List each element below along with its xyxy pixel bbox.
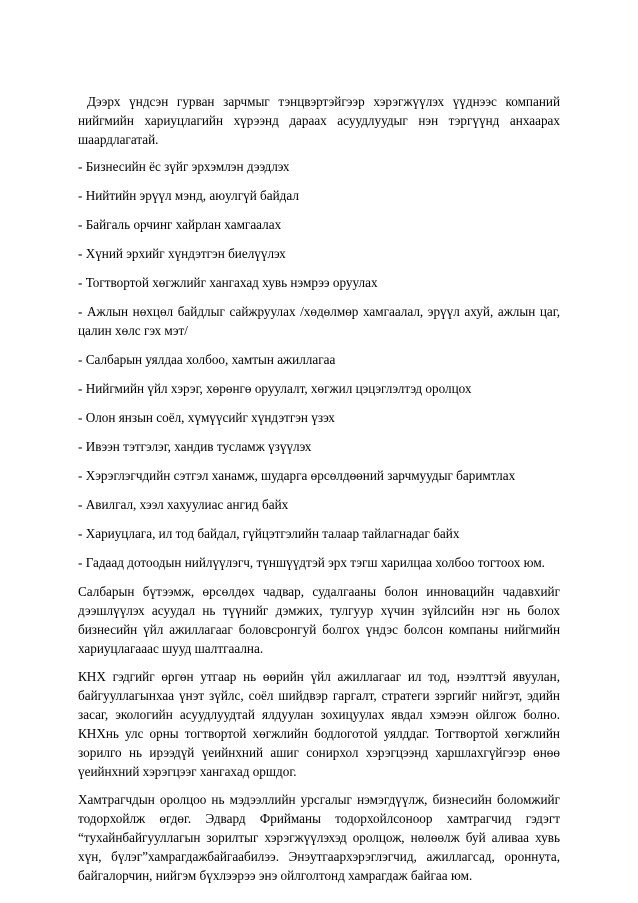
list-item: - Тогтвортой хөгжлийг хангахад хувь нэмрээ оруулах: [78, 275, 378, 290]
body-paragraph-productivity: Салбарын бүтээмж, өрсөлдөх чадвар, судалгааны болон инновацийн чадавхийг дээшлүүлэх асуудал нь түүнийг дэмжих, тулгуур хүчин зүйлсийн нэг нь болох бизнесийн үйл ажиллагааг боловсронгуй болгох үндэс болсон компаны нийгмийн хариуцлагааас шууд шалтгаална.: [78, 584, 560, 656]
body-paragraph-stakeholders: Хамтрагчдын оролцоо нь мэдээллийн урсгалыг нэмэгдүүлж, бизнесийн боломжийг тодорхойлж өгдөг. Эдвард Фрийманы тодорхойлсоноор хамтрагчид гэдэгт “тухайнбайгууллагын зорилтыг хэрэгжүүлэхэд оролцож, нөлөөлж буй аливаа хувь хүн, бүлэг”хамрагдажбайгаабилээ. Энэутгаархэрэглэгчид, ажиллагсад, ороннута, байгалорчин, нийгэм бүхлээрээ энэ ойлголтонд хамрагдаж байгаа юм.: [78, 792, 560, 883]
list-item: - Нийгмийн үйл хэрэг, хөрөнгө оруулалт, хөгжил цэцэглэлтэд оролцох: [78, 381, 472, 396]
list-item: - Хариуцлага, ил тод байдал, гүйцэтгэлийн талаар тайлагнадаг байх: [78, 526, 460, 541]
list-item: - Олон янзын соёл, хүмүүсийг хүндэтгэн үзэх: [78, 410, 335, 425]
list-item: - Хүний эрхийг хүндэтгэн биелүүлэх: [78, 246, 286, 261]
list-item: - Гадаад дотоодын нийлүүлэгч, түншүүдтэй эрх тэгш харилцаа холбоо тогтоох юм.: [78, 555, 545, 570]
list-item: - Авилгал, хээл хахуулиас ангид байх: [78, 497, 289, 512]
list-item: - Байгаль орчинг хайрлан хамгаалах: [78, 217, 282, 232]
list-item: - Ивээн тэтгэлэг, хандив тусламж үзүүлэх: [78, 439, 312, 454]
list-item: - Салбарын уялдаа холбоо, хамтын ажиллагаа: [78, 352, 336, 367]
body-paragraph-csr-definition: КНХ гэдгийг өргөн утгаар нь өөрийн үйл ажиллагааг ил тод, нээлттэй явуулан, байгууллагынхаа үнэт зүйлс, соёл шийдвэр гаргалт, стратеги зэргийг нийгэт, эдийн засаг, экологийн асуудлуудтай ялдуулан зохицуулах явдал хэмээн ойлгож болно. КНХнь улс орны тогтвортой хөгжлийн бодлоготой уялддаг. Тогтвортой хөгжлийн зорилго нь ирээдүй үеийнхний ашиг сонирхол хэрэгцээнд харшлахгүйгээр өнөө үеийнхний хэрэгцээг хангахад оршдог.: [78, 669, 560, 779]
list-item: - Бизнесийн ёс зүйг эрхэмлэн дээдлэх: [78, 159, 290, 174]
list-item: - Нийтийн эрүүл мэнд, аюулгүй байдал: [78, 188, 299, 203]
intro-paragraph: Дээрх үндсэн гурван зарчмыг тэнцвэртэйгээр хэрэгжүүлэх үүднээс компаний нийгмийн хариуцлагийн хүрээнд дараах асуудлуудыг нэн тэргүүнд анхаарах шаардлагатай.: [78, 94, 560, 147]
list-item: - Ажлын нөхцөл байдлыг сайжруулах /хөдөлмөр хамгаалал, эрүүл ахуй, ажлын цаг, цалин хөлс гэх мэт/: [78, 304, 560, 338]
requirements-list: [78, 157, 560, 572]
list-item: - Хэрэглэгчдийн сэтгэл ханамж, шударга өрсөлдөөний зарчмуудыг баримтлах: [78, 468, 516, 483]
